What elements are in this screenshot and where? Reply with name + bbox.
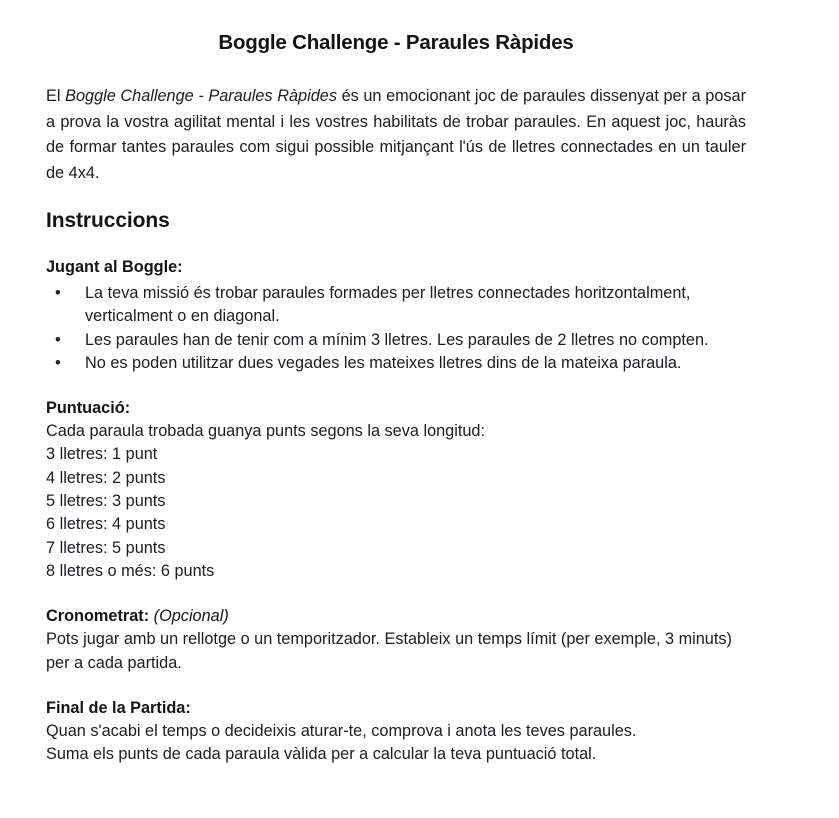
ending-block — [46, 720, 746, 767]
scoring-row: 7 lletres: 5 punts — [46, 538, 166, 557]
bullet-dot-icon: • — [55, 353, 61, 372]
list-item-label: Les paraules han de tenir com a mínim 3 lletres. Les paraules de 2 lletres no compten. — [85, 330, 709, 349]
scoring-row: 6 lletres: 4 punts — [46, 515, 166, 534]
list-item — [46, 352, 746, 375]
scoring-row: 8 lletres o més: 6 punts — [46, 561, 215, 580]
list-item-label: No es poden utilitzar dues vegades les mateixes lletres dins de la mateixa paraula. — [85, 353, 682, 372]
scoring-row: 5 lletres: 3 punts — [46, 492, 166, 511]
scoring-row: 4 lletres: 2 punts — [46, 468, 166, 487]
list-item — [46, 329, 746, 352]
ending-line: Quan s'acabi el temps o decideixis aturar-te, comprova i anota les teves paraules. — [46, 721, 637, 740]
scoring-intro-line: Cada paraula trobada guanya punts segons la seva longitud: — [46, 422, 486, 441]
page-title: Boggle Challenge - Paraules Ràpides — [218, 31, 574, 54]
playing-rules-list — [46, 282, 746, 375]
scoring-row: 3 lletres: 1 punt — [46, 445, 158, 464]
list-item — [46, 282, 746, 329]
intro-text-before: El — [46, 87, 66, 105]
intro-paragraph — [46, 84, 746, 186]
scoring-block — [46, 420, 746, 583]
list-item-label: La teva missió és trobar paraules formades per lletres connectades horitzontalment, verticalment o en diagonal. — [85, 284, 691, 326]
bullet-dot-icon: • — [55, 284, 61, 302]
intro-text-after: és un emocionant joc de paraules dissenyat per a posar a prova la vostra agilitat mental i les vostres habilitats de trobar paraules. En aquest joc, hauràs de formar tantes paraules com sigui possible mitjançant l'ús de lletres connectades en un tauler de 4x4. — [46, 87, 746, 182]
intro-italic-game-name: Boggle Challenge - Paraules Ràpides — [65, 87, 337, 105]
document-content — [46, 30, 746, 766]
instructions-heading: Instruccions — [46, 209, 170, 232]
subheading-timing-optional: (Opcional) — [153, 607, 229, 626]
timing-body: Pots jugar amb un rellotge o un temporitzador. Estableix un temps límit (per exemple, 3 minuts) per a cada partida. — [46, 630, 732, 672]
bullet-dot-icon: • — [55, 330, 61, 349]
subheading-ending: Final de la Partida: — [46, 698, 191, 717]
subheading-scoring: Puntuació: — [46, 399, 131, 418]
ending-line: Suma els punts de cada paraula vàlida per a calcular la teva puntuació total. — [46, 745, 597, 764]
subheading-timing — [46, 605, 746, 628]
subheading-timing-label: Cronometrat: — [46, 607, 150, 626]
subheading-playing: Jugant al Boggle: — [46, 258, 183, 276]
